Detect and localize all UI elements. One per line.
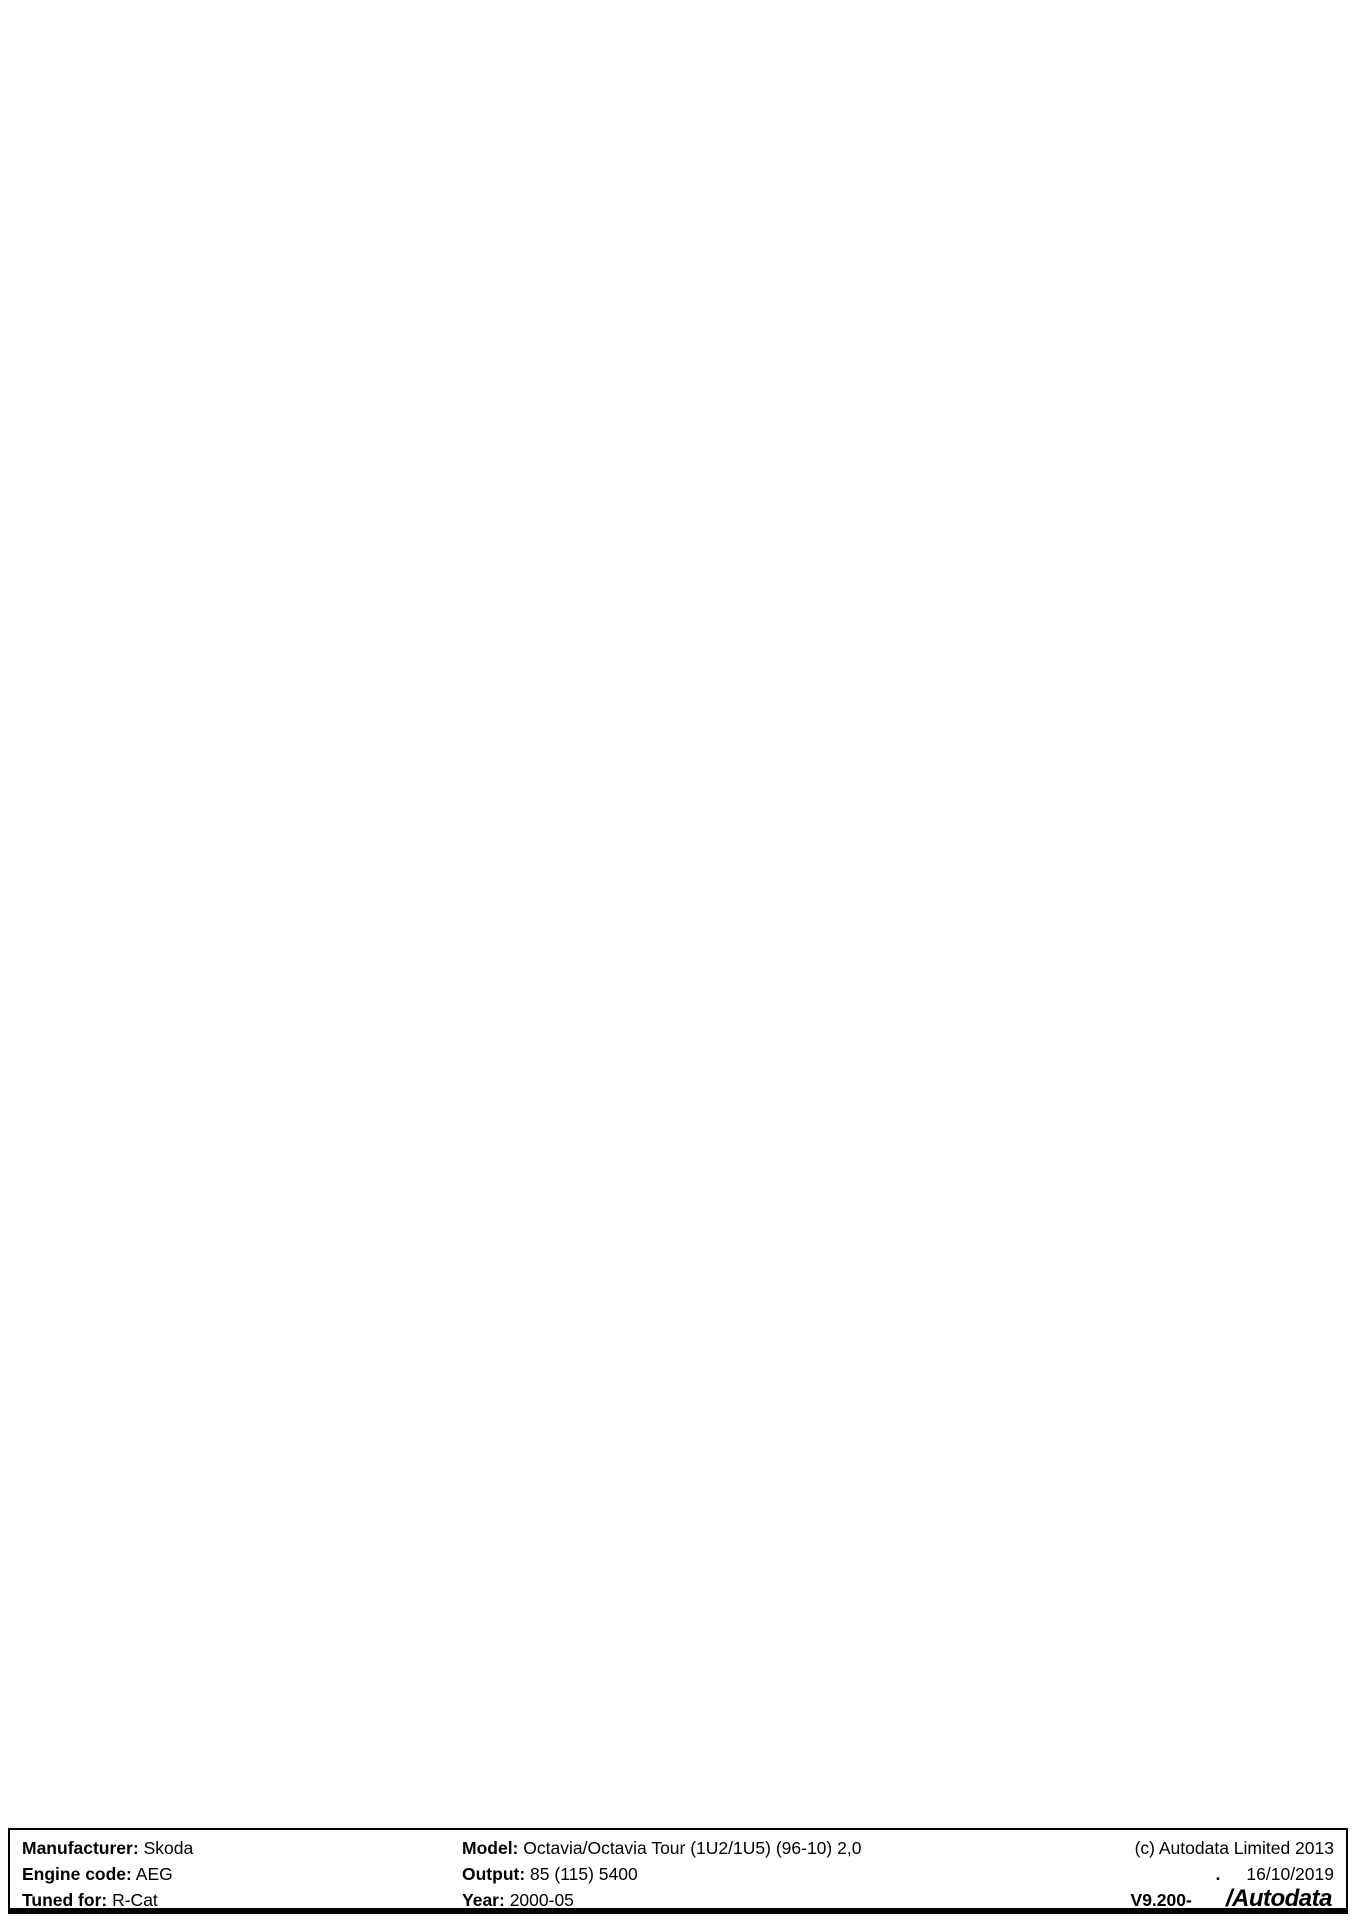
autodata-logo-slash: / (1225, 1885, 1232, 1912)
manufacturer-line (22, 1835, 193, 1861)
output-label: Output: (462, 1864, 526, 1884)
version-text: V9.200- (1130, 1890, 1192, 1910)
model-label: Model: (462, 1838, 519, 1858)
manufacturer-label: Manufacturer: (22, 1838, 139, 1858)
footer-info-bar (8, 1828, 1348, 1914)
date-dot: . (1215, 1864, 1221, 1884)
model-value: Octavia/Octavia Tour (1U2/1U5) (96-10) 2,0 (523, 1838, 862, 1858)
autodata-logo (1226, 1887, 1334, 1914)
engine-code-line (22, 1861, 193, 1887)
footer-model-info (462, 1835, 861, 1913)
year-line (462, 1887, 861, 1913)
output-line (462, 1861, 861, 1887)
footer-branding (1131, 1835, 1334, 1914)
output-value: 85 (115) 5400 (530, 1864, 638, 1884)
year-label: Year: (462, 1890, 505, 1910)
copyright-text: (c) Autodata Limited 2013 (1134, 1838, 1334, 1858)
manufacturer-value: Skoda (143, 1838, 194, 1858)
engine-code-label: Engine code: (22, 1864, 132, 1884)
engine-code-value: AEG (135, 1864, 173, 1884)
tuned-for-value: R-Cat (112, 1890, 158, 1910)
date-line (1131, 1861, 1334, 1887)
autodata-logo-text: Autodata (1232, 1885, 1332, 1912)
version-line (1131, 1887, 1334, 1914)
footer-vehicle-ids (22, 1835, 193, 1913)
year-value: 2000-05 (509, 1890, 574, 1910)
tuned-for-label: Tuned for: (22, 1890, 108, 1910)
date-text: 16/10/2019 (1246, 1864, 1334, 1884)
tuned-for-line (22, 1887, 193, 1913)
model-line (462, 1835, 861, 1861)
